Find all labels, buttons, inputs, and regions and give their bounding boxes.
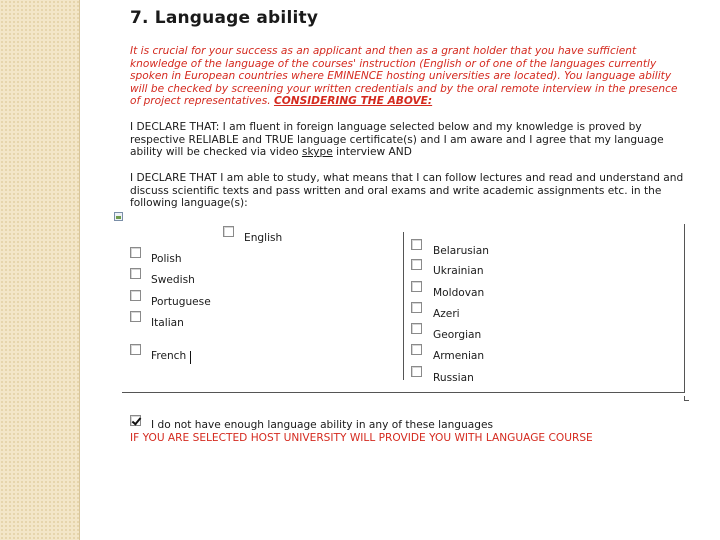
decorative-side-panel: [0, 0, 80, 540]
label-portuguese: Portuguese: [151, 296, 211, 308]
checkbox-azeri[interactable]: [411, 302, 422, 313]
checkbox-italian[interactable]: [130, 311, 141, 322]
skype-link[interactable]: skype: [301, 146, 333, 159]
checkbox-english[interactable]: [223, 226, 234, 237]
section-title: 7. Language ability: [130, 8, 319, 28]
intro-text: It is crucial for your success as an applicant and then as a grant holder that you have sufficient knowledge of the language of the courses' instruction (English or of one of the languages currently spoken in European countries where EMINENCE hosting universities are located). You language ability will be checked by screening your written credentials and by the oral remote interview in the presence of project representatives.: [130, 45, 678, 108]
label-georgian: Georgian: [433, 329, 482, 341]
label-russian: Russian: [433, 372, 474, 384]
table-border-bottom: [122, 392, 685, 393]
table-column-divider: [403, 232, 404, 380]
declaration-1: [130, 121, 690, 159]
checkbox-russian[interactable]: [411, 366, 422, 377]
label-no-language: I do not have enough language ability in any of these languages: [151, 419, 493, 431]
label-polish: Polish: [151, 253, 182, 265]
checkbox-ukrainian[interactable]: [411, 259, 422, 270]
checkbox-french[interactable]: [130, 344, 141, 355]
checkbox-georgian[interactable]: [411, 323, 422, 334]
declaration-1-end: interview AND: [332, 146, 412, 159]
checkbox-no-language[interactable]: [130, 415, 141, 426]
label-belarusian: Belarusian: [433, 245, 489, 257]
label-english: English: [244, 232, 283, 244]
intro-paragraph: [130, 45, 690, 108]
label-italian: Italian: [151, 317, 184, 329]
label-azeri: Azeri: [433, 308, 460, 320]
checkbox-portuguese[interactable]: [130, 290, 141, 301]
checkbox-moldovan[interactable]: [411, 281, 422, 292]
declaration-2: I DECLARE THAT I am able to study, what means that I can follow lectures and read and understand and discuss scientific texts and pass written and oral exams and write academic assignments etc. in the following language(s):: [130, 172, 684, 210]
checkbox-belarusian[interactable]: [411, 239, 422, 250]
intro-emphasis: CONSIDERING THE ABOVE:: [273, 95, 433, 108]
label-armenian: Armenian: [433, 350, 485, 362]
checkbox-swedish[interactable]: [130, 268, 141, 279]
image-placeholder-icon: [114, 212, 123, 221]
table-border-right: [684, 224, 685, 392]
checkbox-armenian[interactable]: [411, 344, 422, 355]
label-ukrainian: Ukrainian: [433, 265, 484, 277]
label-swedish: Swedish: [151, 274, 195, 286]
label-french: French: [151, 350, 187, 362]
text-cursor: [190, 351, 191, 364]
table-corner-mark: [684, 396, 689, 401]
label-moldovan: Moldovan: [433, 287, 485, 299]
language-course-notice: IF YOU ARE SELECTED HOST UNIVERSITY WILL PROVIDE YOU WITH LANGUAGE COURSE: [130, 432, 593, 444]
checkbox-polish[interactable]: [130, 247, 141, 258]
declaration-1-text: I DECLARE THAT: I am fluent in foreign language selected below and my knowledge is proved by respective RELIABLE and TRUE language certificate(s) and I am aware and I agree that my language ability will be checked via video: [130, 121, 664, 159]
